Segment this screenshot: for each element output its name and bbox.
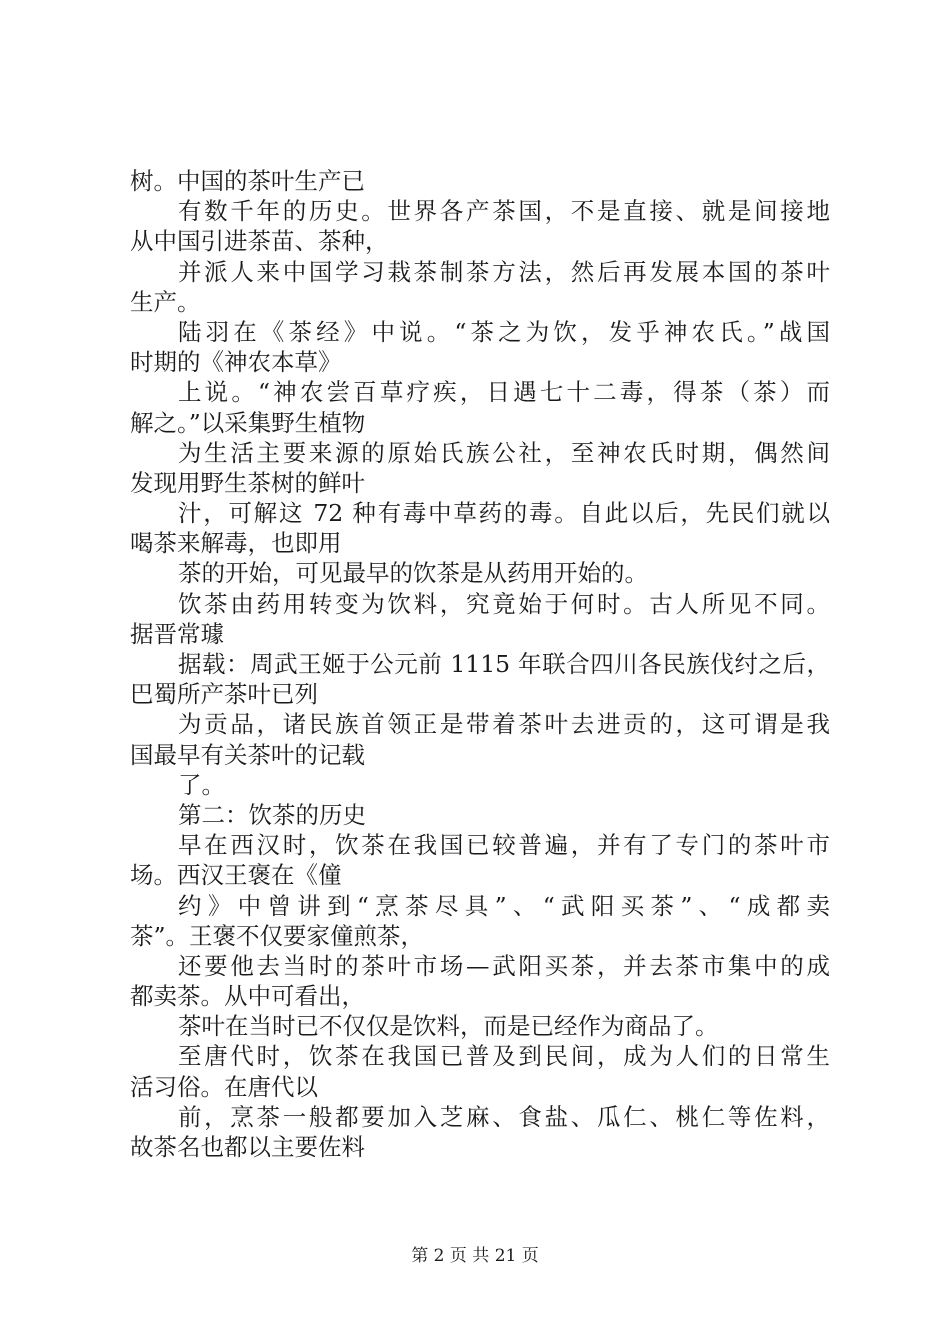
text-line: 解之。”以采集野生植物: [130, 408, 366, 437]
text-line: 茶”。王褒不仅要家僮煎茶，: [130, 921, 425, 950]
text-line: 故茶名也都以主要佐料: [130, 1133, 365, 1161]
text-line: 饮茶由药用转变为饮料，究竟始于何时。古人所见不同。: [178, 589, 830, 618]
text-line: 早在西汉时，饮茶在我国已较普遍，并有了专门的茶叶市: [178, 831, 830, 860]
text-line: 生产。: [130, 287, 201, 316]
text-line: 喝茶来解毒，也即用: [130, 529, 342, 558]
text-line: 至唐代时，饮茶在我国已普及到民间，成为人们的日常生: [178, 1042, 830, 1071]
text-line: 第二：饮茶的历史: [178, 800, 366, 829]
text-line: 巴蜀所产茶叶已列: [130, 680, 318, 709]
text-line: 前，烹茶一般都要加入芝麻、食盐、瓜仁、桃仁等佐料，: [178, 1102, 830, 1131]
text-line: 时期的《神农本草》: [130, 348, 342, 377]
text-line: 上说。“神农尝百草疗疾，日遇七十二毒，得茶（茶）而: [178, 378, 830, 407]
text-line: 并派人来中国学习栽茶制茶方法，然后再发展本国的茶叶: [178, 257, 830, 286]
text-line: 汁，可解这 72 种有毒中草药的毒。自此以后，先民们就以: [178, 499, 830, 528]
text-line: 约》中曾讲到“烹茶尽具”、“武阳买茶”、“成都卖: [178, 891, 830, 920]
text-line: 陆羽在《茶经》中说。“茶之为饮，发乎神农氏。”战国: [178, 317, 830, 346]
text-line: 活习俗。在唐代以: [130, 1072, 318, 1101]
page-footer: 第 2 页 共 21 页: [411, 1246, 539, 1266]
text-line: 都卖茶。从中可看出，: [130, 982, 365, 1011]
text-line: 为贡品，诸民族首领正是带着茶叶去进贡的，这可谓是我: [178, 710, 830, 739]
document-body: [130, 166, 830, 1162]
text-line: 场。西汉王褒在《僮: [130, 861, 342, 890]
text-line: 为生活主要来源的原始氏族公社，至神农氏时期，偶然间: [178, 438, 830, 467]
text-line: 从中国引进茶苗、茶种，: [130, 227, 389, 256]
text-line: 有数千年的历史。世界各产茶国，不是直接、就是间接地: [178, 197, 830, 226]
text-line: 了。: [178, 770, 225, 799]
text-line: 树。中国的茶叶生产已: [130, 167, 365, 195]
text-line: 茶叶在当时已不仅仅是饮料，而是已经作为商品了。: [178, 1012, 719, 1041]
text-line: 茶的开始，可见最早的饮茶是从药用开始的。: [178, 559, 648, 588]
text-line: 据晋常璩: [130, 619, 224, 648]
text-line: 发现用野生茶树的鲜叶: [130, 468, 365, 497]
text-line: 还要他去当时的茶叶市场—武阳买茶，并去茶市集中的成: [178, 951, 830, 980]
text-line: 据载：周武王姬于公元前 1115 年联合四川各民族伐纣之后，: [178, 650, 830, 678]
text-line: 国最早有关茶叶的记载: [130, 740, 365, 769]
